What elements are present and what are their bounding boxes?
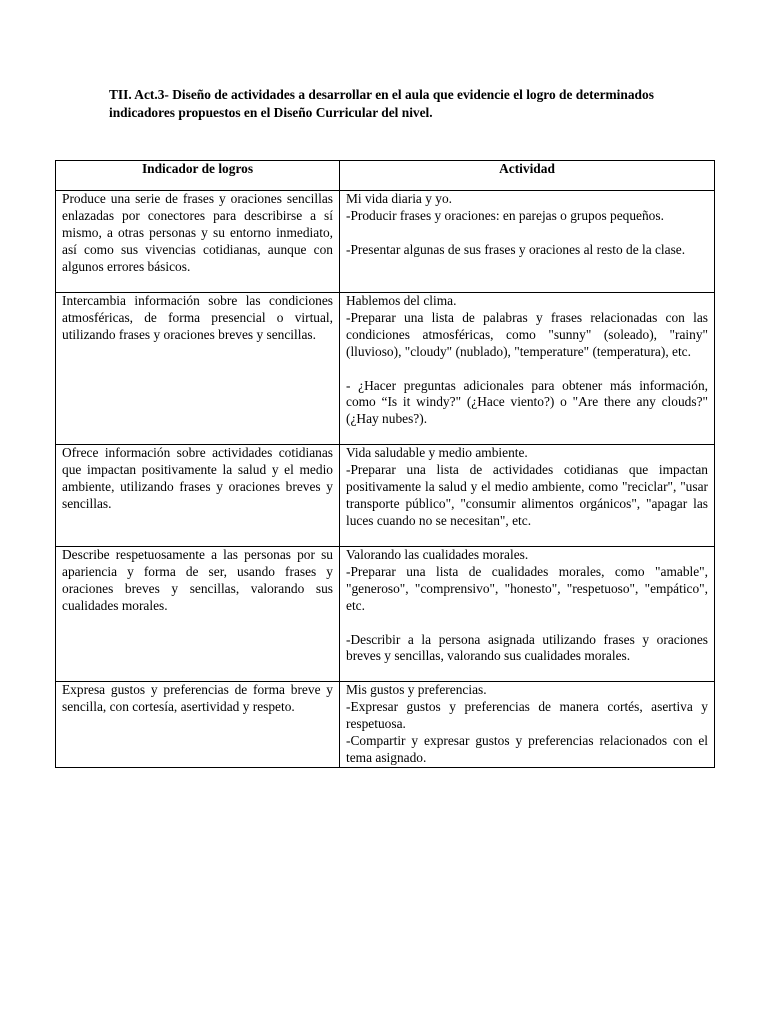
activity-step: -Compartir y expresar gustos y preferencias relacionados con el tema asignado. [346,732,708,765]
document-title: TII. Act.3- Diseño de actividades a desarrollar en el aula que evidencie el logro de determinados indicadores propuestos en el Diseño Curricular del nivel. [109,87,654,120]
table-row [56,682,715,768]
indicator-cell [56,191,340,293]
activity-step: - ¿Hacer preguntas adicionales para obtener más información, como “Is it windy?" (¿Hace viento?) o "Are there any clouds?" (¿Hay nubes?). [346,377,708,427]
activity-step: -Preparar una lista de palabras y frases relacionadas con las condiciones atmosféricas, como "sunny" (soleado), "rainy" (lluvioso), "cloudy" (nublado), "temperature" (temperatura), etc. [346,309,708,359]
indicator-cell [56,682,340,768]
indicator-text: Describe respetuosamente a las personas por su apariencia y forma de ser, usando frases y oraciones breves y sencillas, valorando sus cualidades morales. [62,547,333,613]
activity-step: -Preparar una lista de actividades cotidianas que impactan positivamente la salud y el medio ambiente, como "reciclar", "usar transporte público", "consumir alimentos orgánicos", "apagar las luces cuando no se necesitan", etc. [346,461,708,528]
indicator-text: Produce una serie de frases y oraciones sencillas enlazadas por conectores para describirse a sí mismo, a otras personas y su entorno inmediato, así como sus vivencias cotidianas, aunque con algunos errores básicos. [62,191,333,274]
indicator-text: Ofrece información sobre actividades cotidianas que impactan positivamente la salud y el medio ambiente, utilizando frases y oraciones breves y sencillas. [62,445,333,511]
activity-title: Mis gustos y preferencias. [346,682,487,697]
activity-step: -Producir frases y oraciones: en parejas o grupos pequeños. [346,207,664,223]
activity-step: -Preparar una lista de cualidades morales, como "amable", "generoso", "comprensivo", "honesto", "respetuoso", "empático", etc. [346,563,708,613]
table-row [56,445,715,547]
activity-title: Hablemos del clima. [346,293,457,308]
activity-cell [340,191,715,293]
activity-title: Vida saludable y medio ambiente. [346,445,528,460]
activity-cell [340,547,715,682]
table-row [56,293,715,445]
activity-cell [340,682,715,768]
header-indicator: Indicador de logros [56,161,340,191]
indicator-cell [56,547,340,682]
indicator-text: Expresa gustos y preferencias de forma breve y sencilla, con cortesía, asertividad y respeto. [62,682,333,714]
header-activity: Actividad [340,161,715,191]
table-row [56,191,715,293]
activity-step: -Expresar gustos y preferencias de manera cortés, asertiva y respetuosa. [346,698,708,731]
activity-step: -Presentar algunas de sus frases y oraciones al resto de la clase. [346,241,686,257]
indicator-text: Intercambia información sobre las condiciones atmosféricas, de forma presencial o virtual, utilizando frases y oraciones breves y sencillas. [62,293,333,342]
activity-title: Valorando las cualidades morales. [346,547,529,562]
activity-title: Mi vida diaria y yo. [346,191,452,206]
indicator-cell [56,445,340,547]
activities-table [55,160,715,768]
table-row [56,547,715,682]
activity-step: -Describir a la persona asignada utilizando frases y oraciones breves y sencillas, valorando sus cualidades morales. [346,631,708,664]
activity-cell [340,445,715,547]
indicator-cell [56,293,340,445]
table-header-row [56,161,715,191]
activity-cell [340,293,715,445]
